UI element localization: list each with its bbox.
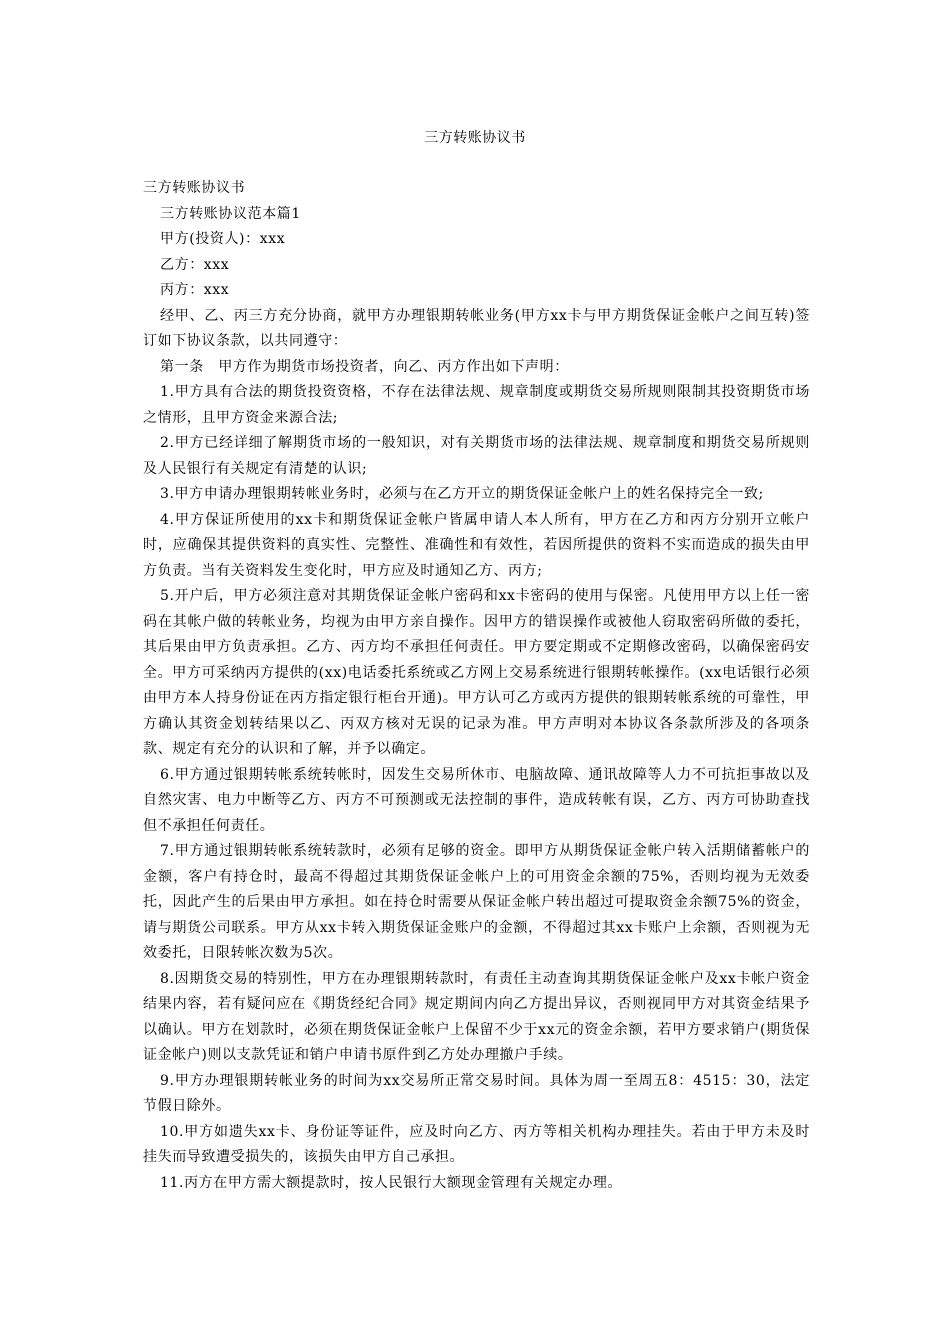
paragraph-clause-7: 7.甲方通过银期转帐系统转款时，必须有足够的资金。即甲方从期货保证金帐户转入活期储蓄帐户的金额，客户有持仓时，最高不得超过其期货保证金帐户上的可用资金余额的75%，否则均视为无效委托，因此产生的后果由甲方承担。如在持仓时需要从保证金帐户转出超过可提取资金余额75%的资金，请与期货公司联系。甲方从xx卡转入期货保证金账户的金额，不得超过其xx卡账户上余额，否则视为无效委托，日限转帐次数为5次。 xyxy=(143,843,810,961)
paragraph-clause-2: 2.甲方已经详细了解期货市场的一般知识，对有关期货市场的法律法规、规章制度和期货交易所规则及人民银行有关规定有清楚的认识; xyxy=(143,435,810,477)
paragraph-party-a: 甲方(投资人)：xxx xyxy=(160,231,286,247)
paragraph-sample-title: 三方转账协议范本篇1 xyxy=(160,205,301,222)
paragraph-party-b: 乙方：xxx xyxy=(160,256,230,273)
paragraph-preamble: 经甲、乙、丙三方充分协商，就甲方办理银期转帐业务(甲方xx卡与甲方期货保证金帐户之间互转)签订如下协议条款，以共同遵守： xyxy=(143,307,810,349)
paragraph-article-1: 第一条 甲方作为期货市场投资者，向乙、丙方作出如下声明： xyxy=(160,358,569,375)
paragraph-clause-11: 11.丙方在甲方需大额提款时，按人民银行大额现金管理有关规定办理。 xyxy=(160,1174,623,1191)
paragraph-clause-4: 4.甲方保证所使用的xx卡和期货保证金帐户皆属申请人本人所有，甲方在乙方和丙方分别开立帐户时，应确保其提供资料的真实性、完整性、准确性和有效性，若因所提供的资料不实而造成的损失由甲方负责。当有关资料发生变化时，甲方应及时通知乙方、丙方; xyxy=(143,511,810,579)
paragraph-clause-1: 1.甲方具有合法的期货投资资格，不存在法律法规、规章制度或期货交易所规则限制其投资期货市场之情形，且甲方资金来源合法; xyxy=(143,384,810,426)
paragraph-clause-9: 9.甲方办理银期转帐业务的时间为xx交易所正常交易时间。具体为周一至周五8：4515：30，法定节假日除外。 xyxy=(143,1072,810,1114)
paragraph-clause-6: 6.甲方通过银期转帐系统转帐时，因发生交易所休市、电脑故障、通讯故障等人力不可抗拒事故以及自然灾害、电力中断等乙方、丙方不可预测或无法控制的事件，造成转帐有误，乙方、丙方可协助查找但不承担任何责任。 xyxy=(143,766,810,834)
paragraph-clause-5: 5.开户后，甲方必须注意对其期货保证金帐户密码和xx卡密码的使用与保密。凡使用甲方以上任一密码在其帐户做的转帐业务，均视为由甲方亲自操作。因甲方的错误操作或被他人窃取密码所做的委托，其后果由甲方负责承担。乙方、丙方均不承担任何责任。甲方要定期或不定期修改密码，以确保密码安全。甲方可采纳丙方提供的(xx)电话委托系统或乙方网上交易系统进行银期转帐操作。(xx电话银行必须由甲方本人持身份证在丙方指定银行柜台开通)。甲方认可乙方或丙方提供的银期转帐系统的可靠性，甲方确认其资金划转结果以乙、丙双方核对无误的记录为准。甲方声明对本协议各条款所涉及的各项条款、规定有充分的认识和了解，并予以确定。 xyxy=(143,588,810,757)
paragraph-clause-10: 10.甲方如遗失xx卡、身份证等证件，应及时向乙方、丙方等相关机构办理挂失。若由于甲方未及时挂失而导致遭受损失的，该损失由甲方自己承担。 xyxy=(143,1123,810,1165)
paragraph-heading: 三方转账协议书 xyxy=(143,180,246,196)
paragraph-clause-3: 3.甲方申请办理银期转帐业务时，必须与在乙方开立的期货保证金帐户上的姓名保持完全一致; xyxy=(160,486,764,502)
paragraph-clause-8: 8.因期货交易的特别性，甲方在办理银期转款时，有责任主动查询其期货保证金帐户及xx卡帐户资金结果内容，若有疑问应在《期货经纪合同》规定期间内向乙方提出异议，否则视同甲方对其资金结果予以确认。甲方在划款时，必须在期货保证金帐户上保留不少于xx元的资金余额，若甲方要求销户(期货保证金帐户)则以支款凭证和销户申请书原件到乙方处办理撤户手续。 xyxy=(143,970,810,1063)
paragraph-party-c: 丙方：xxx xyxy=(160,282,230,298)
document-title: 三方转账协议书 xyxy=(424,130,526,146)
document-body xyxy=(143,176,810,1196)
